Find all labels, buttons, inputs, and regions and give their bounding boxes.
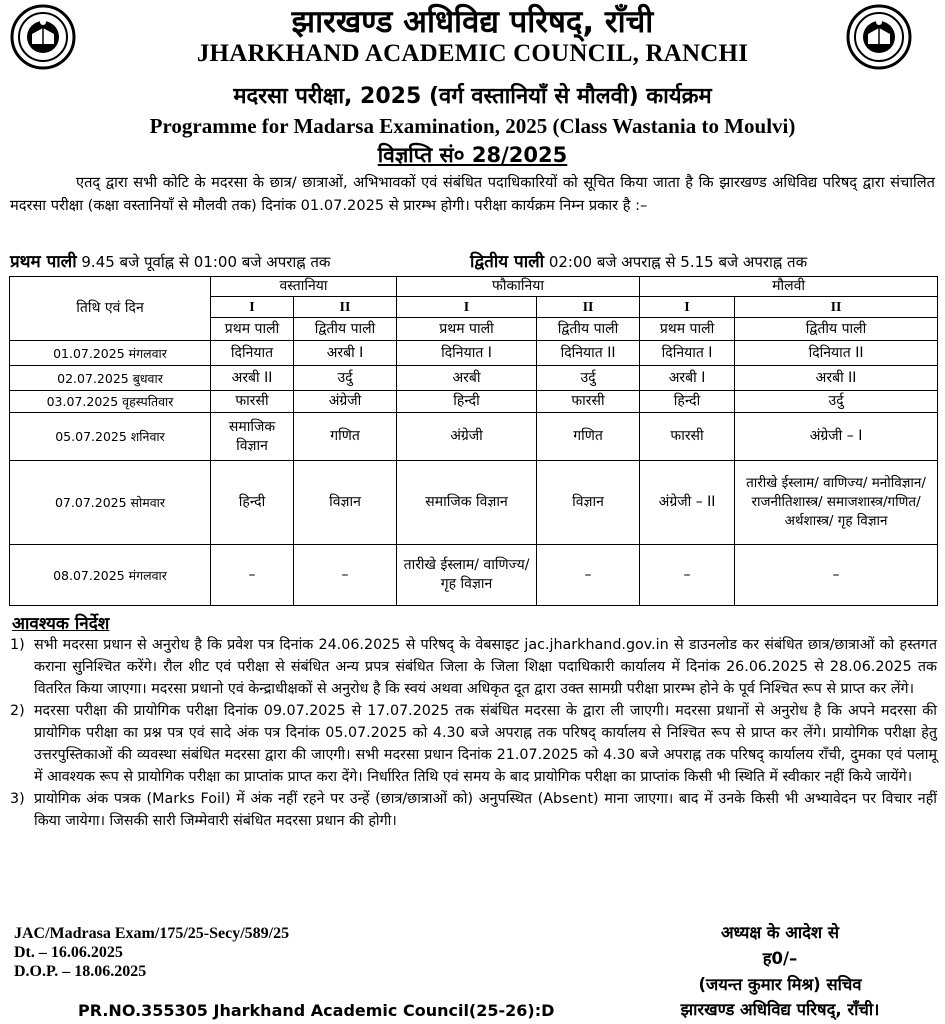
shift-header: द्वितीय पाली — [294, 318, 397, 341]
note-number: 1) — [10, 637, 25, 653]
exam-schedule-table — [9, 276, 938, 606]
subject-cell: उर्दु — [294, 366, 397, 391]
reference-number: JAC/Madrasa Exam/175/25-Secy/589/25 — [14, 925, 290, 942]
subject-cell: अंग्रेजी – II — [640, 461, 735, 545]
subject-cell: अंग्रेजी — [397, 413, 537, 461]
order-line: अध्यक्ष के आदेश से — [720, 923, 840, 942]
exam-date: 01.07.2025 मंगलवार — [10, 341, 211, 366]
dop-date: D.O.P. – 18.06.2025 — [14, 963, 147, 980]
list-item — [10, 700, 937, 788]
subject-cell: अरबी I — [640, 366, 735, 391]
exam-date: 07.07.2025 सोमवार — [10, 461, 211, 545]
subject-cell: दिनियात II — [537, 341, 640, 366]
paper-number: I — [640, 297, 735, 318]
subject-cell: हिन्दी — [211, 461, 294, 545]
note-number: 2) — [10, 703, 25, 719]
class-header-row — [10, 277, 938, 297]
date-column-header: तिथि एवं दिन — [10, 277, 211, 341]
subject-cell: दिनियात II — [735, 341, 938, 366]
table-row — [10, 366, 938, 391]
exam-date: 03.07.2025 वृहस्पतिवार — [10, 391, 211, 413]
table-row — [10, 413, 938, 461]
subject-cell: फारसी — [640, 413, 735, 461]
subject-cell: विज्ञान — [537, 461, 640, 545]
subject-cell: उर्दु — [735, 391, 938, 413]
signatory-office: झारखण्ड अधिविद्य परिषद्, राँची। — [680, 1000, 880, 1019]
subject-cell: समाजिक विज्ञान — [211, 413, 294, 461]
subject-cell: अरबी II — [211, 366, 294, 391]
subject-cell: अंग्रेजी – I — [735, 413, 938, 461]
class-header: मौलवी — [640, 277, 938, 297]
issue-date: Dt. – 16.06.2025 — [14, 944, 123, 961]
paper-number: II — [735, 297, 938, 318]
note-text: प्रायोगिक अंक पत्रक (Marks Foil) में अंक नहीं रहने पर उन्हें (छात्र/छात्राओं को) अनुपस्थित (Absent) माना जाएगा। बाद में उनके किसी भी अभ्यावेदन पर विचार नहीं किया जायेगा। जिसकी सारी जिम्मेवारी संबंधित मदरसा प्रधान की होगी। — [34, 791, 937, 829]
table-row — [10, 461, 938, 545]
signature-mark: ह0/– — [762, 949, 798, 968]
paper-number: I — [397, 297, 537, 318]
table-row — [10, 341, 938, 366]
subject-cell: – — [211, 545, 294, 606]
subject-cell: समाजिक विज्ञान — [397, 461, 537, 545]
exam-date: 05.07.2025 शनिवार — [10, 413, 211, 461]
subject-cell: फारसी — [211, 391, 294, 413]
subject-cell: गणित — [537, 413, 640, 461]
class-header: फौकानिया — [397, 277, 640, 297]
table-row — [10, 391, 938, 413]
subject-cell: विज्ञान — [294, 461, 397, 545]
note-text: मदरसा परीक्षा की प्रायोगिक परीक्षा दिनांक 09.07.2025 से 17.07.2025 तक संबंधित मदरसा के द्वारा ली जाएगी। मदरसा प्रधानों से अनुरोध है कि अपने मदरसा की प्रायोगिक परीक्षा का प्रश्न पत्र एवं सादे अंक पत्र दिनांक 05.07.2025 को 4.30 बजे अपराह्न तक परिषद् कार्यालय से निश्चित रूप से प्राप्त कर लेंगे। प्रायोगिक परीक्षा हेतु उत्तरपुस्तिकाओं की व्यवस्था संबंधित मदरसा द्वारा की जाएगी। सभी मदरसा प्रधान दिनांक 21.07.2025 को 4.30 बजे अपराह्न तक परिषद् कार्यालय राँची, दुमका एवं पलामू में आवश्यक रूप से प्रायोगिक परीक्षा का प्राप्तांक प्राप्त करा देंगे। निर्धारित तिथि एवं समय के बाद प्रायोगिक परीक्षा का प्राप्तांक किसी भी स्थिति में स्वीकार नहीं किये जायेंगे। — [34, 703, 937, 785]
subject-cell: तारीखे ईस्लाम/ वाणिज्य/ गृह विज्ञान — [397, 545, 537, 606]
subject-cell: अरबी — [397, 366, 537, 391]
subject-cell: तारीखे ईस्लाम/ वाणिज्य/ मनोविज्ञान/ राजनीतिशास्त्र/ समाजशास्त्र/गणित/ अर्थशास्त्र/ गृह विज्ञान — [735, 461, 938, 545]
subject-cell: हिन्दी — [640, 391, 735, 413]
pr-number: PR.NO.355305 Jharkhand Academic Council(25-26):D — [78, 1001, 555, 1020]
list-item — [10, 634, 937, 700]
exam-date: 02.07.2025 बुधवार — [10, 366, 211, 391]
programme-title-english: Programme for Madarsa Examination, 2025 (Class Wastania to Moulvi) — [149, 114, 796, 138]
subject-cell: – — [640, 545, 735, 606]
subject-cell: हिन्दी — [397, 391, 537, 413]
shift-header: द्वितीय पाली — [537, 318, 640, 341]
intro-paragraph: एतद् द्वारा सभी कोटि के मदरसा के छात्र/ छात्राओं, अभिभावकों एवं संबंधित पदाधिकारियों को सूचित किया जाता है कि झारखण्ड अधिविद्य परिषद् द्वारा संचालित मदरसा परीक्षा (कक्षा वस्तानियाँ से मौलवी तक) दिनांक 01.07.2025 से प्रारम्भ होगी। परीक्षा कार्यक्रम निम्न प्रकार है :– — [10, 174, 935, 214]
subject-cell: गणित — [294, 413, 397, 461]
paper-number: II — [294, 297, 397, 318]
signatory-name: (जयन्त कुमार मिश्र) सचिव — [698, 975, 862, 994]
first-shift-timing: प्रथम पाली 9.45 बजे पूर्वाह्न से 01:00 बजे अपराह्न तक — [10, 252, 331, 272]
instructions-title: आवश्यक निर्देश — [12, 614, 110, 634]
list-item — [10, 788, 937, 832]
notice-number: विज्ञप्ति सं० 28/2025 — [377, 143, 568, 167]
subject-cell: दिनियात I — [640, 341, 735, 366]
exam-date: 08.07.2025 मंगलवार — [10, 545, 211, 606]
programme-title-hindi: मदरसा परीक्षा, 2025 (वर्ग वस्तानियाँ से मौलवी) कार्यक्रम — [233, 84, 712, 109]
council-name-english: JHARKHAND ACADEMIC COUNCIL, RANCHI — [196, 40, 749, 67]
class-header: वस्तानिया — [211, 277, 397, 297]
instructions-list — [10, 634, 937, 832]
subject-cell: उर्दु — [537, 366, 640, 391]
subject-cell: अरबी II — [735, 366, 938, 391]
shift-header: प्रथम पाली — [397, 318, 537, 341]
note-number: 3) — [10, 791, 25, 807]
subject-cell: – — [294, 545, 397, 606]
second-shift-timing: द्वितीय पाली 02:00 बजे अपराह्न से 5.15 बजे अपराह्न तक — [470, 252, 808, 272]
subject-cell: दिनियात I — [397, 341, 537, 366]
table-row — [10, 545, 938, 606]
shift-header: द्वितीय पाली — [735, 318, 938, 341]
subject-cell: फारसी — [537, 391, 640, 413]
note-text: सभी मदरसा प्रधान से अनुरोध है कि प्रवेश पत्र दिनांक 24.06.2025 से परिषद् के वेबसाइट jac.jharkhand.gov.in से डाउनलोड कर संबंधित छात्र/छात्राओं को हस्तगत कराना सुनिश्चित करेंगे। रौल शीट एवं परीक्षा से संबंधित अन्य प्रपत्र संबंधित जिला के जिला शिक्षा पदाधिकारी कार्यालय में दिनांक 26.06.2025 से 28.06.2025 तक वितरित किया जाएगा। मदरसा प्रधानो एवं केन्द्राधीक्षकों से अनुरोध है कि स्वयं अथवा अधिकृत दूत द्वारा उक्त सामग्री परीक्षा प्रारम्भ होने के पूर्व निश्चित रूप से प्राप्त कर लेंगे। — [34, 637, 937, 697]
subject-cell: अंग्रेजी — [294, 391, 397, 413]
shift-header: प्रथम पाली — [640, 318, 735, 341]
paper-number: I — [211, 297, 294, 318]
subject-cell: – — [537, 545, 640, 606]
subject-cell: अरबी I — [294, 341, 397, 366]
paper-number: II — [537, 297, 640, 318]
subject-cell: – — [735, 545, 938, 606]
council-name-hindi: झारखण्ड अधिविद्य परिषद्, राँची — [291, 4, 654, 40]
subject-cell: दिनियात — [211, 341, 294, 366]
shift-header: प्रथम पाली — [211, 318, 294, 341]
